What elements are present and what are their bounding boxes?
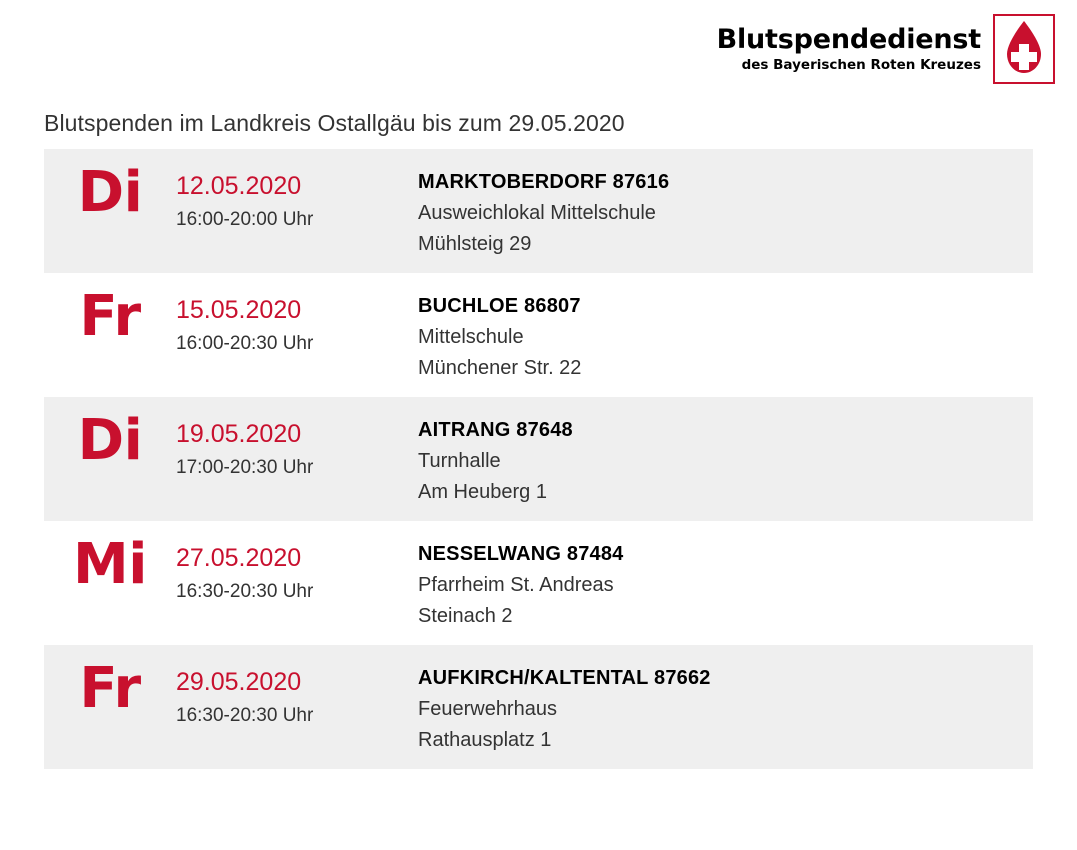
- appointment-place-column: [418, 661, 1033, 754]
- appointment-time: 16:30-20:30 Uhr: [176, 581, 314, 603]
- appointment-when-column: [176, 661, 418, 728]
- appointment-street: Mühlsteig 29: [418, 233, 532, 255]
- appointment-row: [44, 397, 1033, 521]
- brand-logo: [717, 14, 1055, 84]
- appointment-weekday: Fr: [79, 656, 141, 721]
- appointment-place-column: [418, 165, 1033, 258]
- appointment-time: 16:00-20:30 Uhr: [176, 333, 314, 355]
- appointment-venue: Ausweichlokal Mittelschule: [418, 202, 656, 224]
- appointment-city: AUFKIRCH/KALTENTAL 87662: [418, 667, 711, 689]
- appointment-day-column: [44, 656, 176, 721]
- appointment-place-column: [418, 537, 1033, 630]
- appointment-city: BUCHLOE 86807: [418, 295, 581, 317]
- appointment-weekday: Di: [77, 160, 143, 225]
- appointment-place-column: [418, 289, 1033, 382]
- appointment-street: Münchener Str. 22: [418, 357, 582, 379]
- appointment-row: [44, 521, 1033, 645]
- appointment-place-column: [418, 413, 1033, 506]
- appointment-date: 15.05.2020: [176, 296, 302, 324]
- page-title: Blutspenden im Landkreis Ostallgäu bis zum 29.05.2020: [44, 110, 625, 136]
- appointment-day-column: [44, 408, 176, 473]
- blood-drop-cross-icon: [993, 14, 1055, 84]
- appointment-row: [44, 645, 1033, 769]
- appointment-weekday: Fr: [79, 284, 141, 349]
- appointment-row: [44, 273, 1033, 397]
- logo-subtitle: des Bayerischen Roten Kreuzes: [741, 56, 981, 73]
- appointment-city: NESSELWANG 87484: [418, 543, 624, 565]
- appointment-date: 19.05.2020: [176, 420, 302, 448]
- appointment-day-column: [44, 284, 176, 349]
- appointment-venue: Feuerwehrhaus: [418, 698, 557, 720]
- appointment-weekday: Di: [77, 408, 143, 473]
- appointment-venue: Turnhalle: [418, 450, 501, 472]
- appointment-date: 12.05.2020: [176, 172, 302, 200]
- appointment-venue: Pfarrheim St. Andreas: [418, 574, 614, 596]
- appointment-when-column: [176, 165, 418, 232]
- logo-title: Blutspendedienst: [716, 24, 981, 56]
- appointment-when-column: [176, 289, 418, 356]
- appointment-city: AITRANG 87648: [418, 419, 573, 441]
- appointment-when-column: [176, 413, 418, 480]
- appointment-time: 16:00-20:00 Uhr: [176, 209, 314, 231]
- appointment-venue: Mittelschule: [418, 326, 524, 348]
- appointment-date: 27.05.2020: [176, 544, 302, 572]
- appointment-day-column: [44, 532, 176, 597]
- appointment-time: 16:30-20:30 Uhr: [176, 705, 314, 727]
- appointment-time: 17:00-20:30 Uhr: [176, 457, 314, 479]
- appointment-day-column: [44, 160, 176, 225]
- appointment-city: MARKTOBERDORF 87616: [418, 171, 670, 193]
- appointment-weekday: Mi: [73, 532, 147, 597]
- appointment-list: [44, 149, 1033, 769]
- appointment-street: Am Heuberg 1: [418, 481, 547, 503]
- header: [0, 0, 1077, 84]
- logo-text-block: [717, 25, 981, 72]
- appointment-street: Rathausplatz 1: [418, 729, 552, 751]
- appointment-street: Steinach 2: [418, 605, 513, 627]
- appointment-date: 29.05.2020: [176, 668, 302, 696]
- appointment-when-column: [176, 537, 418, 604]
- appointment-row: [44, 149, 1033, 273]
